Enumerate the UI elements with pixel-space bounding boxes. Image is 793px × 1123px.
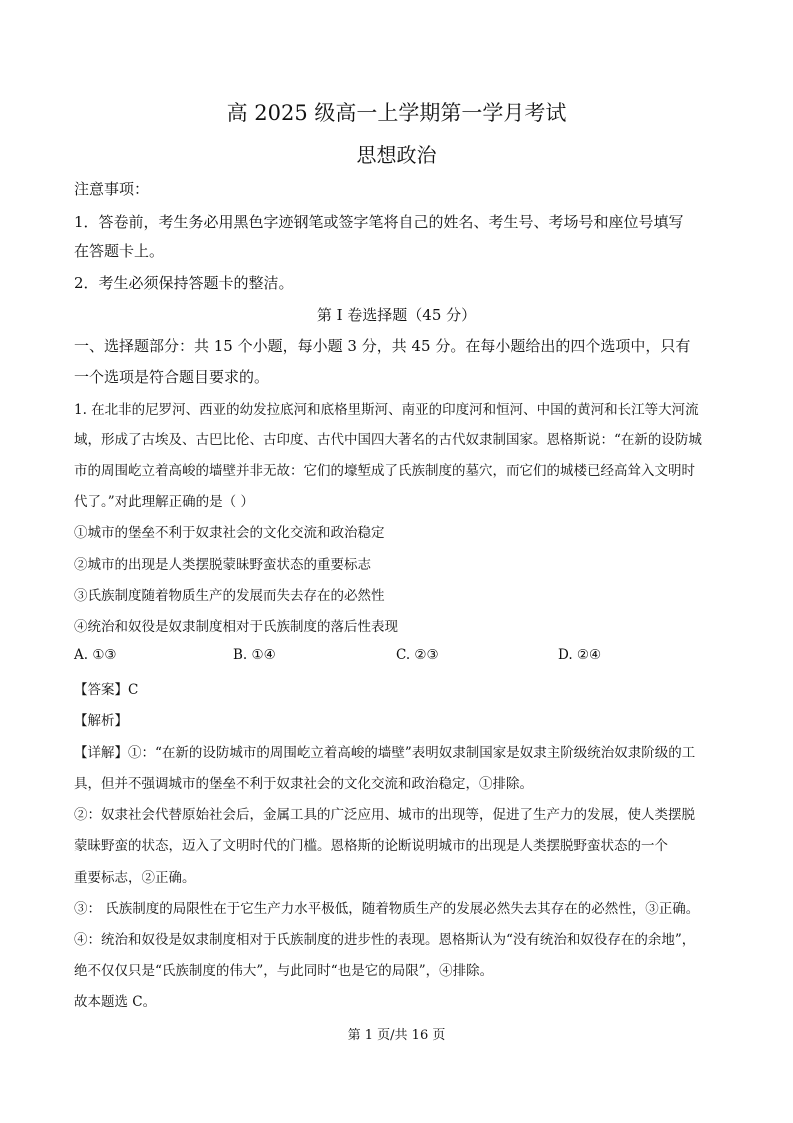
page-number: 第 1 页/共 16 页 — [347, 1028, 446, 1043]
analysis-line: 蒙昧野蛮的状态，迈入了文明时代的门槛。恩格斯的论断说明城市的出现是人类摆脱野蛮状态的一个 — [74, 838, 668, 854]
option-c: C. ②③ — [396, 647, 439, 663]
question-stem-line: 代了。”对此理解正确的是（ ） — [74, 494, 254, 510]
analysis-line: 具，但并不强调城市的堡垒不利于奴隶社会的文化交流和政治稳定，①排除。 — [74, 776, 533, 792]
analysis-line: 重要标志，②正确。 — [74, 870, 196, 886]
statement-4: ④统治和奴役是奴隶制度相对于氏族制度的落后性表现 — [74, 619, 398, 635]
section-intro-line-1: 一、选择题部分：共 15 个小题，每小题 3 分，共 45 分。在每小题给出的四个选项中，只有 — [74, 337, 691, 355]
analysis-conclusion: 故本题选 C。 — [74, 994, 157, 1010]
notice-item-1-line-2: 在答题卡上。 — [74, 242, 165, 260]
analysis-line: ③： 氏族制度的局限性在于它生产力水平极低，随着物质生产的发展必然失去其存在的必然性，③正确。 — [74, 901, 700, 917]
analysis-line: ②：奴隶社会代替原始社会后，金属工具的广泛应用、城市的出现等，促进了生产力的发展，使人类摆脱 — [74, 807, 695, 823]
option-b: B. ①④ — [233, 647, 276, 663]
exam-title: 高 2025 级高一上学期第一学月考试 — [226, 101, 567, 125]
analysis-line: 绝不仅仅只是“氏族制度的伟大”，与此同时“也是它的局限”，④排除。 — [74, 963, 494, 979]
exam-subject: 思想政治 — [356, 143, 437, 167]
question-stem-line: 域，形成了古埃及、古巴比伦、古印度、古代中国四大著名的古代奴隶制国家。恩格斯说：“在新的设防城 — [74, 432, 702, 448]
analysis-label: 【解析】 — [74, 713, 128, 729]
statement-2: ②城市的出现是人类摆脱蒙昧野蛮状态的重要标志 — [74, 557, 371, 573]
section-title: 第 I 卷选择题（45 分） — [316, 306, 477, 324]
option-d: D. ②④ — [558, 647, 602, 663]
section-intro-line-2: 一个选项是符合题目要求的。 — [74, 368, 270, 386]
statement-1: ①城市的堡垒不利于奴隶社会的文化交流和政治稳定 — [74, 525, 385, 541]
notice-item-1-line-1: 1．答卷前，考生务必用黑色字迹钢笔或签字笔将自己的姓名、考生号、考场号和座位号填写 — [74, 213, 684, 231]
notice-item-2: 2．考生必须保持答题卡的整洁。 — [74, 274, 294, 292]
answer: 【答案】C — [74, 682, 139, 698]
statement-3: ③氏族制度随着物质生产的发展而失去存在的必然性 — [74, 588, 385, 604]
question-stem-line: 市的周围屹立着高峻的墙壁并非无故：它们的壕堑成了氏族制度的墓穴，而它们的城楼已经高耸入文明时 — [74, 463, 695, 479]
analysis-line: ④：统治和奴役是奴隶制度相对于氏族制度的进步性的表现。恩格斯认为“没有统治和奴役存在的余地”， — [74, 932, 696, 948]
analysis-line: 【详解】①：“在新的设防城市的周围屹立着高峻的墙壁”表明奴隶制国家是奴隶主阶级统治奴隶阶级的工 — [74, 745, 696, 761]
notice-heading: 注意事项： — [74, 180, 150, 198]
question-stem-line: 1. 在北非的尼罗河、西亚的幼发拉底河和底格里斯河、南亚的印度河和恒河、中国的黄河和长江等大河流 — [74, 402, 699, 418]
option-a: A. ①③ — [74, 647, 117, 663]
